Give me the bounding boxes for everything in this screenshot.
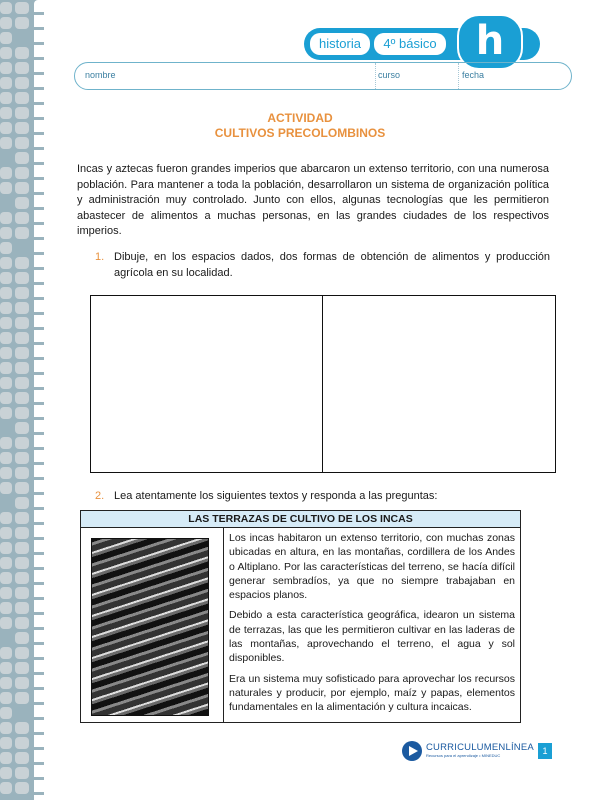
binding-cell [0,542,12,554]
binding-cell [0,242,12,254]
binding-cell [0,497,12,509]
binding-cell [0,287,12,299]
binding-cell [15,152,29,164]
binding-cell [15,527,29,539]
history-logo-icon: h [457,14,523,70]
subject-tag: historia [310,33,370,55]
question-text: Dibuje, en los espacios dados, dos formas de obtención de alimentos y producción agrícola en su localidad. [114,251,550,279]
binding-cell [0,377,12,389]
binding-cell [15,722,29,734]
binding-cell [0,302,12,314]
binding-cell [0,197,12,209]
binding-cell [15,422,29,434]
reading-paragraph: Los incas habitaron un extenso territorio, con muchas zonas ubicadas en altura, en las montañas, cordillera de los Andes o Altiplano. Por las características del terreno, se hacía difícil generar sembradíos, ya que no siempre trabajaban en espacios planos. [229,532,515,602]
date-field-label: fecha [462,70,485,80]
binding-cell [15,242,29,254]
activity-heading: ACTIVIDAD [267,111,333,125]
binding-cell [15,392,29,404]
binding-cell [15,407,29,419]
drawing-area-2[interactable] [322,295,556,473]
binding-cell [15,572,29,584]
binding-cell [0,557,12,569]
binding-cell [15,497,29,509]
brand-name: CURRICULUMENLÍNEA [426,742,534,753]
divider [458,63,459,89]
binding-cell [15,752,29,764]
binding-cell [15,62,29,74]
drawing-area-1[interactable] [90,295,323,473]
reading-title: LAS TERRAZAS DE CULTIVO DE LOS INCAS [81,511,520,528]
activity-title: CULTIVOS PRECOLOMBINOS [214,126,386,140]
binding-cell [0,347,12,359]
curriculum-logo [402,741,534,761]
question-number: 2. [95,490,105,502]
binding-cell [15,542,29,554]
binding-cell [0,62,12,74]
binding-cell [0,632,12,644]
binding-cell [15,767,29,779]
binding-cell [15,737,29,749]
binding-cell [0,257,12,269]
binding-cell [15,362,29,374]
binding-cell [0,32,12,44]
binding-cell [15,167,29,179]
intro-paragraph: Incas y aztecas fueron grandes imperios que abarcaron un extenso territorio, con una numerosa población. Para mantener a toda la población, desarrollaron un sistema de organización política y administración muy controlado. Junto con ellos, algunas tecnologías que les permitieron abastecer de alimentos a muchas personas, en las grandes ciudades de los respectivos imperios. [77,163,549,237]
binding-cell [0,182,12,194]
question-number: 1. [95,251,105,263]
binding-cell [0,392,12,404]
binding-cell [0,617,12,629]
page-number: 1 [538,743,552,759]
binding-cell [15,377,29,389]
binding-cell [15,32,29,44]
binding-cell [15,587,29,599]
binding-cell [15,332,29,344]
binding-cell [0,152,12,164]
reading-paragraph: Debido a esta característica geográfica, idearon un sistema de terrazas, las que les permitieron cultivar en las laderas de las montañas, aprovechando el terreno, el agua y sol disponibles. [229,609,515,665]
binding-cell [0,167,12,179]
divider [375,63,376,89]
binding-cell [15,632,29,644]
binding-cell [15,227,29,239]
play-arrow-icon [402,741,422,761]
binding-cell [0,212,12,224]
binding-cell [0,437,12,449]
binding-cell [0,782,12,794]
binding-cell [0,77,12,89]
binding-cell [15,437,29,449]
binding-cell [0,707,12,719]
binding-cell [15,677,29,689]
binding-cell [0,47,12,59]
binding-cell [15,452,29,464]
binding-cell [0,272,12,284]
binding-cell [15,467,29,479]
binding-cell [15,302,29,314]
binding-cell [15,92,29,104]
binding-cell [0,692,12,704]
binding-cell [15,707,29,719]
binding-cell [0,512,12,524]
binding-cell [0,467,12,479]
binding-cell [15,512,29,524]
binding-cell [15,557,29,569]
binding-cell [0,227,12,239]
binding-cell [0,362,12,374]
brand-tagline: Recursos para el aprendizaje • MINEDUC [426,753,501,758]
binding-cell [0,572,12,584]
binding-cell [15,47,29,59]
binding-cell [0,767,12,779]
reading-paragraph: Era un sistema muy sofisticado para aprovechar los recursos naturales y producir, por ejemplo, maíz y papas, elementos fundamentales en la alimentación y cultura incaicas. [229,672,515,714]
reading-text-cell [229,531,515,721]
binding-cell [0,737,12,749]
binding-cell [0,602,12,614]
binding-cell [0,92,12,104]
grade-tag: 4º básico [374,33,446,55]
binding-cell [0,452,12,464]
binding-cell [0,17,12,29]
binding-cell [0,482,12,494]
binding-cell [0,332,12,344]
binding-cell [0,317,12,329]
binding-cell [15,197,29,209]
binding-cell [15,347,29,359]
binding-cell [15,662,29,674]
binding-cell [0,647,12,659]
reading-table [80,510,521,723]
binding-cell [15,617,29,629]
binding-cell [15,317,29,329]
binding-cell [15,2,29,14]
binding-cell [15,257,29,269]
binding-cell [15,77,29,89]
binding-cell [0,407,12,419]
binding-cell [15,482,29,494]
name-field-label: nombre [85,70,116,80]
binding-cell [0,677,12,689]
binding-cell [0,662,12,674]
inca-terraces-photo [91,538,209,716]
binding-cell [15,782,29,794]
binding-cell [0,752,12,764]
binding-cell [15,647,29,659]
binding-cell [15,272,29,284]
question-text: Lea atentamente los siguientes textos y responda a las preguntas: [114,490,438,502]
binding-cell [15,692,29,704]
binding-cell [0,587,12,599]
binding-cell [15,212,29,224]
binding-cell [15,602,29,614]
binding-cell [15,17,29,29]
binding-cell [0,527,12,539]
binding-cell [0,722,12,734]
course-field-label: curso [378,70,401,80]
binding-cell [15,287,29,299]
binding-cell [0,2,12,14]
binding-cell [0,422,12,434]
binding-cell [15,182,29,194]
student-info-row [74,62,572,90]
reading-image-cell [81,528,224,722]
